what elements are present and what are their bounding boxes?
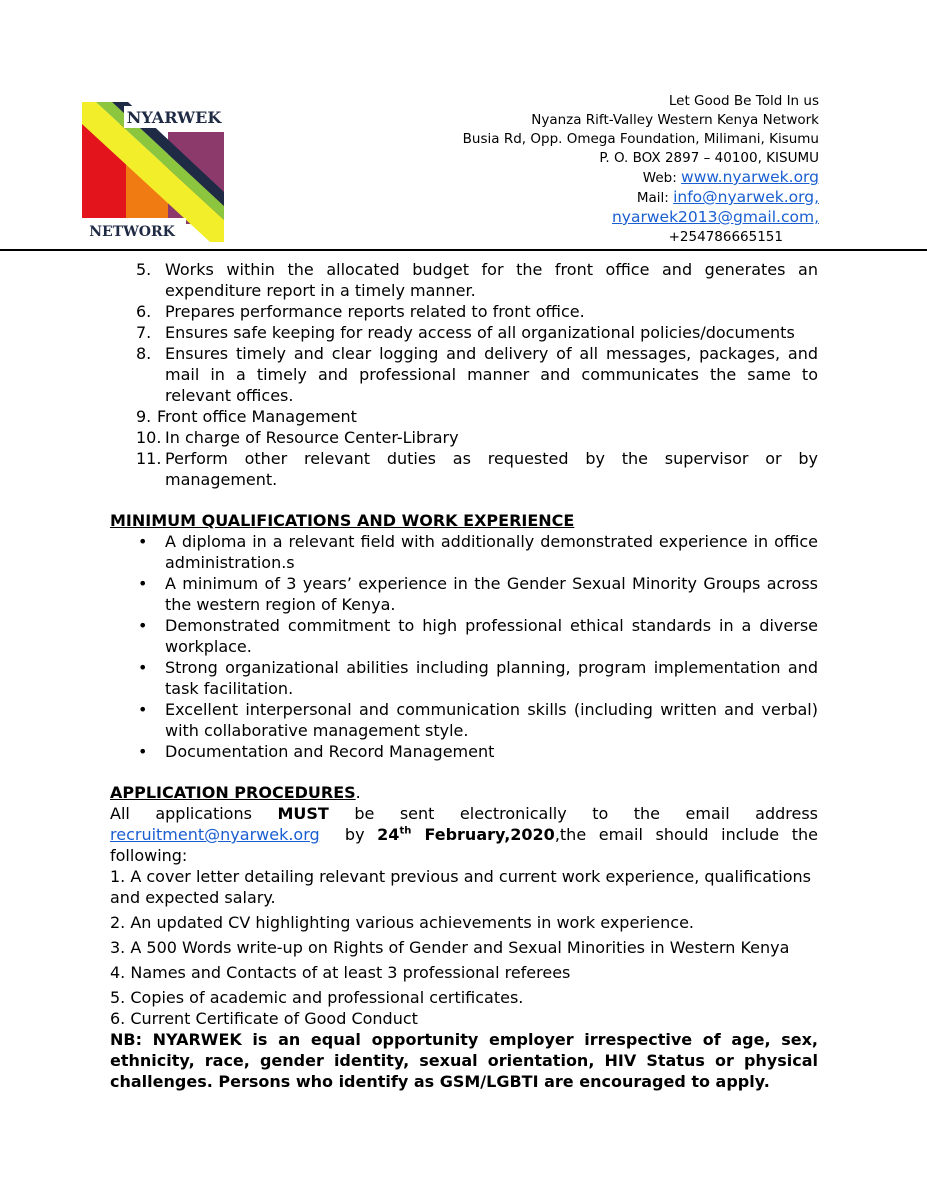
deadline-rest: February,2020 [424, 825, 555, 844]
item-text: A diploma in a relevant field with additionally demonstrated experience in office administration.s [165, 532, 818, 572]
qualifications-heading: MINIMUM QUALIFICATIONS AND WORK EXPERIENCE [110, 511, 575, 530]
list-item [110, 448, 818, 490]
duties-list [110, 259, 818, 490]
deadline-day: 24 [377, 825, 400, 844]
intro-text-2: be sent electronically to the email address [354, 804, 819, 823]
item-text: Front office Management [157, 407, 357, 426]
deadline [377, 825, 555, 844]
item-number: 6. [136, 302, 152, 321]
application-heading-suffix: . [355, 783, 361, 802]
mail-line [399, 188, 819, 208]
list-item [110, 531, 818, 573]
bullet-icon: • [138, 742, 148, 761]
web-line [399, 168, 819, 188]
web-label: Web: [642, 170, 677, 186]
item-number: 5. [136, 260, 152, 279]
bullet-icon: • [138, 658, 148, 677]
item-number: 7. [136, 323, 152, 342]
list-item [110, 615, 818, 657]
list-item [110, 427, 818, 448]
logo-top-text: NYARWEK [126, 108, 222, 127]
list-item [110, 741, 818, 762]
bullet-icon: • [138, 616, 148, 635]
application-heading-line [110, 782, 818, 803]
mail-label: Mail: [636, 190, 669, 206]
requirement-item: 5. Copies of academic and professional certificates. [110, 988, 524, 1007]
list-item [110, 259, 818, 301]
logo-graphic [82, 102, 224, 242]
intro-text-1: All applications [110, 804, 252, 823]
mail-link-2[interactable]: nyarwek2013@gmail.com, [611, 208, 819, 226]
item-text: A minimum of 3 years’ experience in the Gender Sexual Minority Groups across the western region of Kenya. [165, 574, 818, 614]
item-text: Prepares performance reports related to front office. [165, 302, 585, 321]
item-number: 9. [136, 407, 152, 426]
address: Busia Rd, Opp. Omega Foundation, Milimani, Kisumu [462, 131, 819, 147]
list-item [110, 301, 818, 322]
intro-line-1 [110, 803, 818, 824]
web-link[interactable]: www.nyarwek.org [681, 168, 819, 186]
intro-text-3: ,the email should include the following: [110, 825, 818, 865]
document-body [110, 259, 818, 1092]
item-text: Strong organizational abilities including planning, program implementation and task facilitation. [165, 658, 818, 698]
must-emphasis: MUST [277, 804, 329, 823]
requirement-item: 2. An updated CV highlighting various achievements in work experience. [110, 913, 695, 932]
nyarwek-logo [82, 102, 224, 242]
header-divider [0, 249, 927, 251]
item-text: Excellent interpersonal and communication skills (including written and verbal) with collaborative management style. [165, 700, 818, 740]
bullet-icon: • [138, 532, 148, 551]
item-text: Demonstrated commitment to high professional ethical standards in a diverse workplace. [165, 616, 818, 656]
list-item [110, 322, 818, 343]
item-text: Ensures timely and clear logging and delivery of all messages, packages, and mail in a timely and professional manner and communicates the same to relevant offices. [165, 344, 818, 405]
mail-line-2 [399, 208, 819, 228]
intro-by: by [344, 825, 365, 844]
item-text: Documentation and Record Management [165, 742, 495, 761]
tagline: Let Good Be Told In us [668, 93, 819, 109]
list-item [110, 657, 818, 699]
item-text: In charge of Resource Center-Library [165, 428, 459, 447]
list-item [110, 343, 818, 406]
mail-link-1[interactable]: info@nyarwek.org, [673, 188, 819, 206]
application-section [110, 803, 818, 1092]
requirement-item: 4. Names and Contacts of at least 3 professional referees [110, 963, 571, 982]
requirement-item: 3. A 500 Words write-up on Rights of Gender and Sexual Minorities in Western Kenya [110, 938, 790, 957]
item-number: 8. [136, 344, 152, 363]
list-item [110, 573, 818, 615]
item-text: Ensures safe keeping for ready access of all organizational policies/documents [165, 323, 795, 342]
contact-block [399, 92, 819, 247]
org-name: Nyanza Rift-Valley Western Kenya Network [531, 112, 819, 128]
phone: +254786665151 [668, 229, 783, 245]
item-text: Works within the allocated budget for the front office and generates an expenditure report in a timely manner. [165, 260, 818, 300]
item-number: 11. [136, 449, 162, 468]
qualifications-list [110, 531, 818, 762]
recruitment-email-link[interactable]: recruitment@nyarwek.org [110, 825, 320, 844]
bullet-icon: • [138, 574, 148, 593]
item-number: 10. [136, 428, 162, 447]
po-box: P. O. BOX 2897 – 40100, KISUMU [599, 150, 819, 166]
equal-opportunity-note: NB: NYARWEK is an equal opportunity employer irrespective of age, sex, ethnicity, race, gender identity, sexual orientation, HIV Status or physical challenges. Persons who identify as GSM/LGBTI are encouraged to apply. [110, 1030, 818, 1091]
list-item [110, 406, 818, 427]
item-text: Perform other relevant duties as requested by the supervisor or by management. [165, 449, 818, 489]
application-heading: APPLICATION PROCEDURES [110, 783, 356, 802]
requirement-item: 1. A cover letter detailing relevant previous and current work experience, qualifications and expected salary. [110, 867, 812, 907]
intro-line-2 [110, 824, 818, 866]
bullet-icon: • [138, 700, 148, 719]
logo-bottom-text: NETWORK [89, 224, 175, 240]
deadline-sup: th [399, 825, 412, 837]
list-item [110, 699, 818, 741]
requirement-item: 6. Current Certificate of Good Conduct [110, 1009, 418, 1028]
